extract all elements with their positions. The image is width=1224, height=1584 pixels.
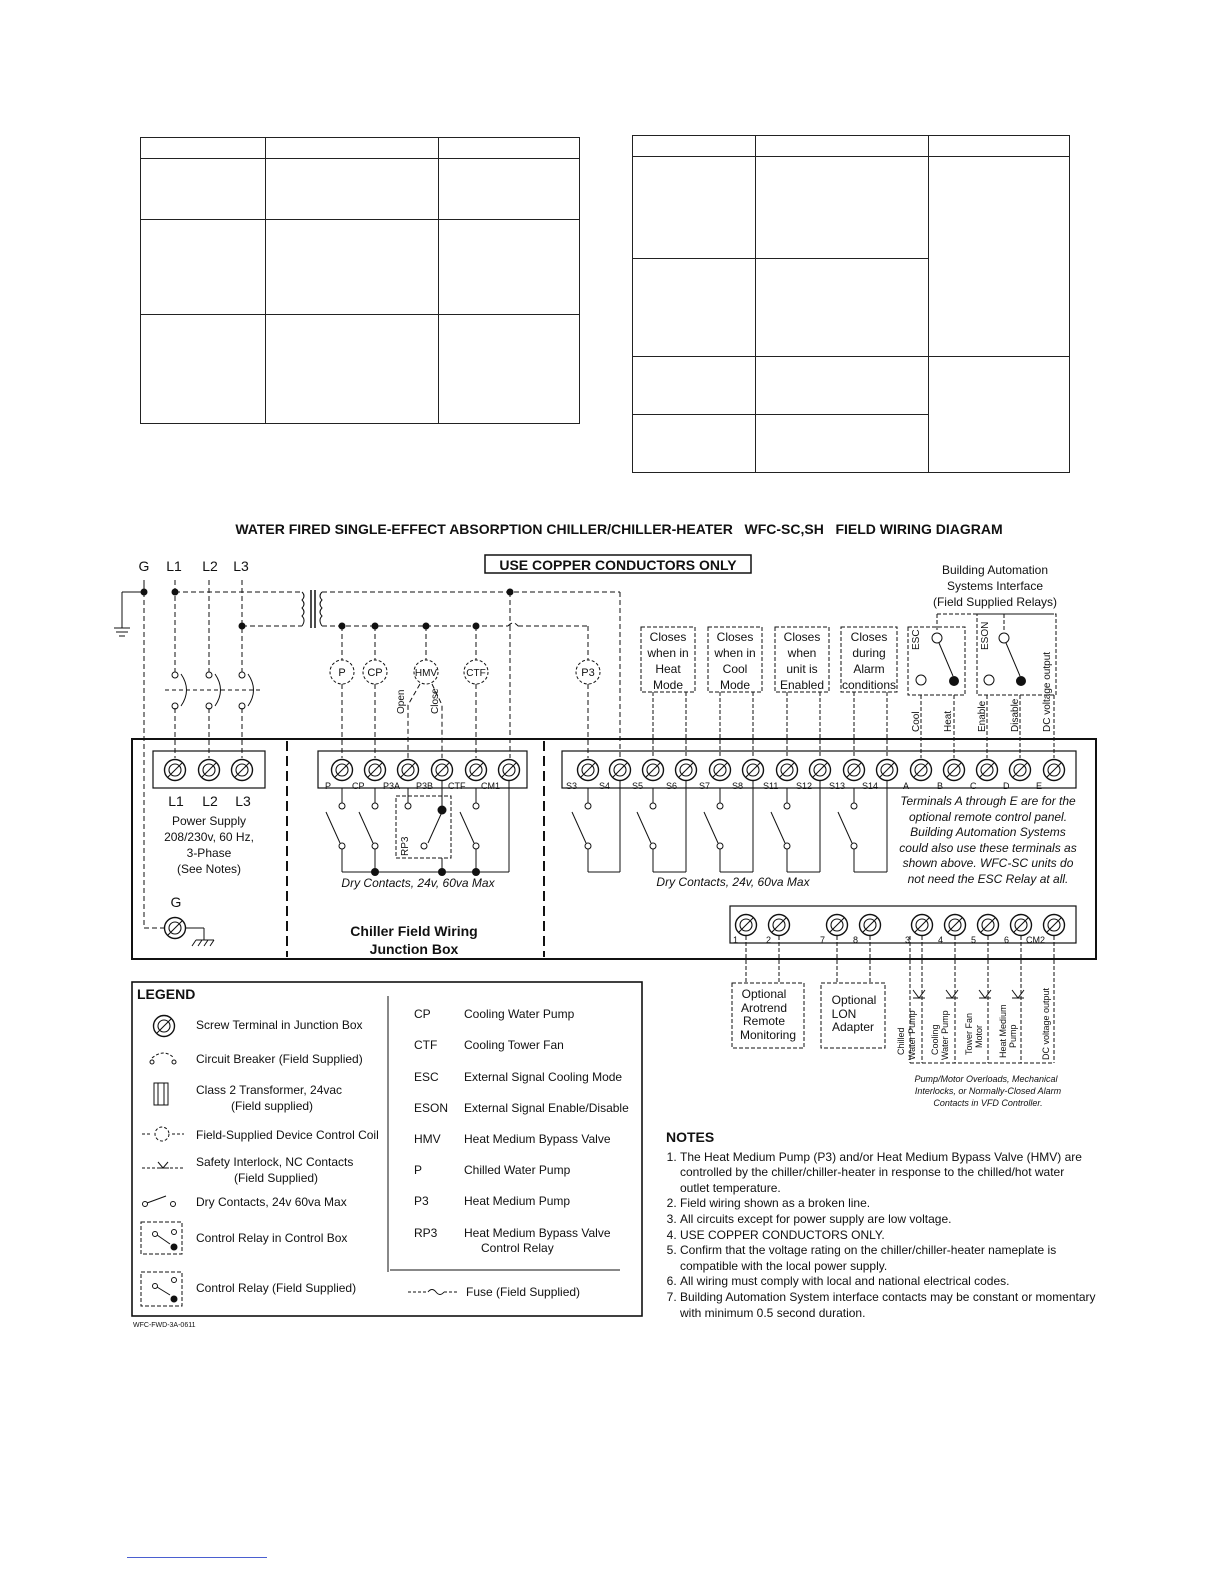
- diagram-title: WATER FIRED SINGLE-EFFECT ABSORPTION CHILLER/CHILLER-HEATER WFC-SC,SH FIELD WIRING DIAGRAM: [235, 521, 1003, 537]
- note-item: 3. All circuits except for power supply are low voltage.: [680, 1212, 1096, 1228]
- term-s8: S8: [732, 781, 744, 791]
- legend-sym-6: Safety Interlock, NC Contacts: [196, 1155, 354, 1169]
- interlock-heat-2: Pump: [1008, 1024, 1018, 1048]
- interlock-cooling-1: Cooling: [930, 1024, 940, 1055]
- legend-sym-2: Circuit Breaker (Field Supplied): [196, 1052, 363, 1066]
- abbr-code-1: CP: [414, 1007, 431, 1021]
- abbr-code-6: P: [414, 1163, 423, 1177]
- interlock-tower-1: Tower Fan: [964, 1012, 974, 1055]
- bterm-8: 8: [853, 935, 859, 945]
- bterm-7: 7: [820, 935, 826, 945]
- closes-enabled-4: Enabled: [779, 678, 825, 692]
- lon-3: Adapter: [831, 1020, 875, 1034]
- power-term-l3: L3: [235, 793, 251, 809]
- abbr-desc-1: Cooling Water Pump: [464, 1007, 575, 1021]
- bterm-cm2: CM2: [1026, 935, 1046, 945]
- term-d: D: [1003, 781, 1010, 791]
- bas-title-2: Systems Interface: [946, 579, 1044, 593]
- junction-title-2: Junction Box: [369, 941, 459, 957]
- interlock-chilled-2: Water Pump: [907, 1010, 917, 1060]
- term-s6: S6: [666, 781, 678, 791]
- bterm-2: 2: [766, 935, 772, 945]
- terminal-note-6: not need the ESC Relay at all.: [907, 872, 1069, 886]
- legend-sym-4: (Field supplied): [231, 1099, 314, 1113]
- closes-heat-2: when in: [647, 646, 689, 660]
- abbr-code-4: ESON: [414, 1101, 449, 1115]
- arotrend-3: Remote: [742, 1014, 786, 1028]
- notes: [666, 1130, 1096, 1321]
- bas-esc: ESC: [911, 629, 922, 650]
- abbr-code-7: P3: [414, 1194, 429, 1208]
- abbr-desc-8: Heat Medium Bypass Valve: [464, 1226, 611, 1240]
- note-item: 1. The Heat Medium Pump (P3) and/or Heat Medium Bypass Valve (HMV) are controlled by the chiller/chiller-heater in response to the chilled/hot water outlet temperature.: [680, 1150, 1096, 1197]
- bas-disable: Disable: [1010, 698, 1021, 732]
- term-s12: S12: [796, 781, 813, 791]
- bas-dc: DC voltage output: [1042, 651, 1053, 732]
- power-supply-1: Power Supply: [171, 814, 247, 828]
- legend-sym-5: Field-Supplied Device Control Coil: [196, 1128, 379, 1142]
- hmv-open: Open: [396, 689, 407, 714]
- note-item: 2. Field wiring shown as a broken line.: [680, 1196, 1096, 1212]
- legend-sym-8: Dry Contacts, 24v 60va Max: [196, 1195, 347, 1209]
- term-s14: S14: [862, 781, 879, 791]
- term-s13: S13: [829, 781, 846, 791]
- term-s7: S7: [699, 781, 711, 791]
- term-s5: S5: [632, 781, 644, 791]
- term-ctf: CTF: [448, 781, 466, 791]
- term-cp: CP: [352, 781, 365, 791]
- dry-contacts-left: Dry Contacts, 24v, 60va Max: [341, 876, 495, 890]
- arotrend-1: Optional: [741, 987, 787, 1001]
- abbr-rp3-extra: Control Relay: [481, 1241, 554, 1255]
- bterm-5: 5: [971, 935, 977, 945]
- terminal-note-4: could also use these terminals as: [899, 841, 1077, 855]
- abbr-code-8: RP3: [414, 1226, 438, 1240]
- ground-label: G: [170, 894, 182, 910]
- device-cp: CP: [367, 667, 383, 679]
- bas-eson: ESON: [980, 621, 991, 650]
- interlock-heat-1: Heat Medium: [998, 1004, 1008, 1058]
- label-l2-top: L2: [202, 558, 218, 574]
- arotrend-2: Arotrend: [740, 1001, 788, 1015]
- terminal-note-1: Terminals A through E are for the: [900, 794, 1076, 808]
- term-c: C: [970, 781, 977, 791]
- legend-sym-3: Class 2 Transformer, 24vac: [196, 1083, 343, 1097]
- power-term-l1: L1: [168, 793, 184, 809]
- abbr-desc-4: External Signal Enable/Disable: [464, 1101, 629, 1115]
- closes-enabled-2: when: [787, 646, 817, 660]
- term-b: B: [937, 781, 944, 791]
- term-cm1: CM1: [481, 781, 501, 791]
- bterm-3: 3: [905, 935, 911, 945]
- terminal-note-3: Building Automation Systems: [910, 825, 1066, 839]
- bterm-4: 4: [938, 935, 944, 945]
- notes-title: NOTES: [666, 1129, 715, 1145]
- junction-title-1: Chiller Field Wiring: [350, 923, 478, 939]
- overloads-note-3: Contacts in VFD Controller.: [933, 1098, 1043, 1108]
- closes-alarm-4: conditions: [841, 678, 897, 692]
- abbr-desc-3: External Signal Cooling Mode: [464, 1070, 623, 1084]
- note-item: 4. USE COPPER CONDUCTORS ONLY.: [680, 1228, 1096, 1244]
- power-term-l2: L2: [202, 793, 218, 809]
- note-item: 7. Building Automation System interface contacts may be constant or momentary with minimum 0.5 second duration.: [680, 1290, 1096, 1321]
- overloads-note-1: Pump/Motor Overloads, Mechanical: [914, 1074, 1058, 1084]
- note-item: 5. Confirm that the voltage rating on the chiller/chiller-heater nameplate is compatible with the local power supply.: [680, 1243, 1096, 1274]
- term-a: A: [903, 781, 910, 791]
- term-s3: S3: [566, 781, 578, 791]
- label-l1-top: L1: [166, 558, 182, 574]
- legend-box: [132, 982, 642, 1316]
- abbr-desc-6: Chilled Water Pump: [464, 1163, 571, 1177]
- closes-enabled-1: Closes: [783, 630, 821, 644]
- closes-alarm-1: Closes: [850, 630, 888, 644]
- device-ctf: CTF: [466, 668, 486, 679]
- terminal-note-2: optional remote control panel.: [908, 810, 1068, 824]
- abbr-desc-7: Heat Medium Pump: [464, 1194, 571, 1208]
- arotrend-4: Monitoring: [739, 1028, 797, 1042]
- power-supply-4: (See Notes): [176, 862, 242, 876]
- closes-heat-3: Heat: [655, 662, 681, 676]
- abbr-desc-2: Cooling Tower Fan: [464, 1038, 564, 1052]
- device-p: P: [338, 667, 346, 679]
- closes-alarm-2: during: [852, 646, 886, 660]
- abbr-desc-5: Heat Medium Bypass Valve: [464, 1132, 611, 1146]
- bas-title-1: Building Automation: [941, 563, 1049, 577]
- bas-title-3: (Field Supplied Relays): [932, 595, 1058, 609]
- closes-heat-4: Mode: [652, 678, 684, 692]
- interlock-cooling-2: Water Pump: [940, 1010, 950, 1060]
- closes-enabled-3: unit is: [786, 662, 818, 676]
- interlock-chilled-1: Chilled: [896, 1027, 906, 1055]
- closes-cool-1: Closes: [716, 630, 754, 644]
- term-p: P: [325, 781, 332, 791]
- legend-sym-10: Control Relay (Field Supplied): [196, 1281, 357, 1295]
- device-p3: P3: [581, 667, 595, 679]
- label-l3-top: L3: [233, 558, 249, 574]
- abbr-code-3: ESC: [414, 1070, 439, 1084]
- bas-enable: Enable: [977, 700, 988, 732]
- lon-2: LON: [831, 1007, 857, 1021]
- hmv-close: Close: [430, 688, 441, 714]
- rp3-label: RP3: [400, 836, 411, 856]
- closes-alarm-3: Alarm: [853, 662, 885, 676]
- lon-1: Optional: [831, 993, 877, 1007]
- interlock-tower-2: Motor: [974, 1024, 984, 1048]
- term-e: E: [1036, 781, 1043, 791]
- interlock-dc: DC voltage output: [1041, 987, 1051, 1060]
- bas-cool: Cool: [911, 711, 922, 732]
- note-item: 6. All wiring must comply with local and national electrical codes.: [680, 1274, 1096, 1290]
- bterm-1: 1: [733, 935, 739, 945]
- legend-title: LEGEND: [137, 986, 196, 1002]
- power-supply-3: 3-Phase: [186, 846, 232, 860]
- term-s11: S11: [763, 781, 779, 791]
- closes-heat-1: Closes: [649, 630, 687, 644]
- bterm-6: 6: [1004, 935, 1010, 945]
- closes-cool-2: when in: [714, 646, 756, 660]
- overloads-note-2: Interlocks, or Normally-Closed Alarm: [914, 1086, 1062, 1096]
- device-hmv: HMV: [414, 668, 438, 679]
- legend-fuse: Fuse (Field Supplied): [466, 1285, 581, 1299]
- closes-cool-3: Cool: [722, 662, 748, 676]
- legend-sym-1: Screw Terminal in Junction Box: [196, 1018, 363, 1032]
- copper-banner: USE COPPER CONDUCTORS ONLY: [499, 557, 737, 573]
- terminal-note-5: shown above. WFC-SC units do: [902, 856, 1074, 870]
- term-s4: S4: [599, 781, 611, 791]
- abbr-code-2: CTF: [414, 1038, 438, 1052]
- closes-cool-4: Mode: [719, 678, 751, 692]
- term-p3b: P3B: [416, 781, 434, 791]
- label-g-top: G: [138, 558, 150, 574]
- drawing-id: WFC-FWD-3A-0611: [133, 1322, 196, 1329]
- dry-contacts-right: Dry Contacts, 24v, 60va Max: [656, 875, 810, 889]
- abbr-code-5: HMV: [414, 1132, 441, 1146]
- legend-sym-7: (Field Supplied): [234, 1171, 319, 1185]
- legend-sym-9: Control Relay in Control Box: [196, 1231, 348, 1245]
- bas-heat: Heat: [943, 710, 954, 732]
- footnote-rule: [127, 1557, 267, 1558]
- power-supply-2: 208/230v, 60 Hz,: [164, 830, 254, 844]
- term-p3a: P3A: [383, 781, 401, 791]
